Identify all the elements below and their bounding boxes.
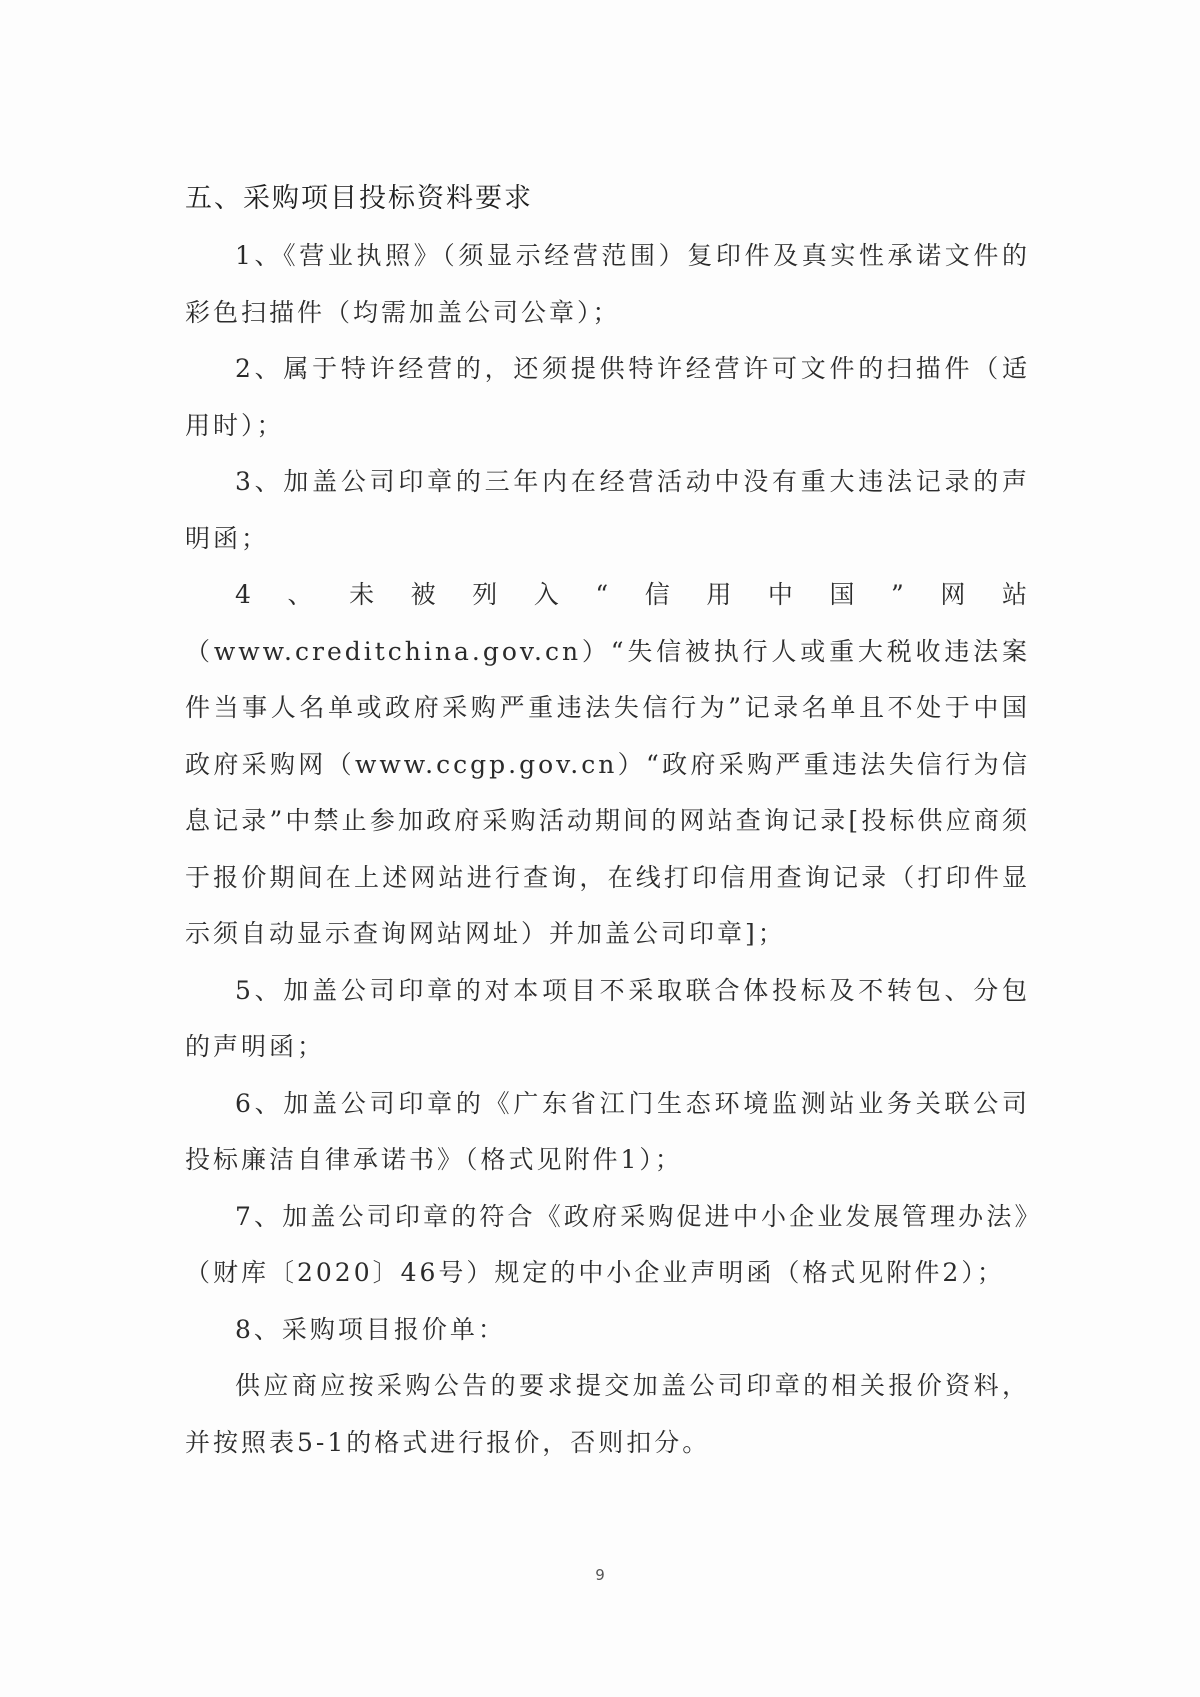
requirement-item-5: 5、加盖公司印章的对本项目不采取联合体投标及不转包、分包的声明函； bbox=[185, 975, 1030, 1061]
requirement-item-4: 4、未被列入“信用中国”网站（www.creditchina.gov.cn）“失信被执行人或重大税收违法案件当事人名单或政府采购严重违法失信行为”记录名单且不处于中国政府采购网（www.ccgp.gov.cn）“政府采购严重违法失信行为信息记录”中禁止参加政府采购活动期间的网站查询记录[投标供应商须于报价期间在上述网站进行查询，在线打印信用查询记录（打印件显示须自动显示查询网站网址）并加盖公司印章]； bbox=[185, 580, 1030, 948]
requirement-item-2: 2、属于特许经营的，还须提供特许经营许可文件的扫描件（适用时）； bbox=[185, 354, 1030, 440]
requirement-item-6: 6、加盖公司印章的《广东省江门生态环境监测站业务关联公司投标廉洁自律承诺书》（格式见附件1）； bbox=[185, 1088, 1030, 1174]
requirement-item-7: 7、加盖公司印章的符合《政府采购促进中小企业发展管理办法》（财库〔2020〕46号）规定的中小企业声明函（格式见附件2）； bbox=[185, 1201, 1030, 1287]
requirement-item-8: 8、采购项目报价单： bbox=[235, 1314, 506, 1344]
page-number: 9 bbox=[595, 1566, 605, 1584]
requirement-item-3: 3、加盖公司印章的三年内在经营活动中没有重大违法记录的声明函； bbox=[185, 467, 1030, 553]
requirement-item-1: 1、《营业执照》（须显示经营范围）复印件及真实性承诺文件的彩色扫描件（均需加盖公司公章）； bbox=[185, 241, 1030, 327]
document-body bbox=[185, 172, 1030, 1471]
section-heading: 五、采购项目投标资料要求 bbox=[185, 183, 533, 214]
quotation-instruction: 供应商应按采购公告的要求提交加盖公司印章的相关报价资料，并按照表5-1的格式进行报价，否则扣分。 bbox=[185, 1371, 1030, 1457]
